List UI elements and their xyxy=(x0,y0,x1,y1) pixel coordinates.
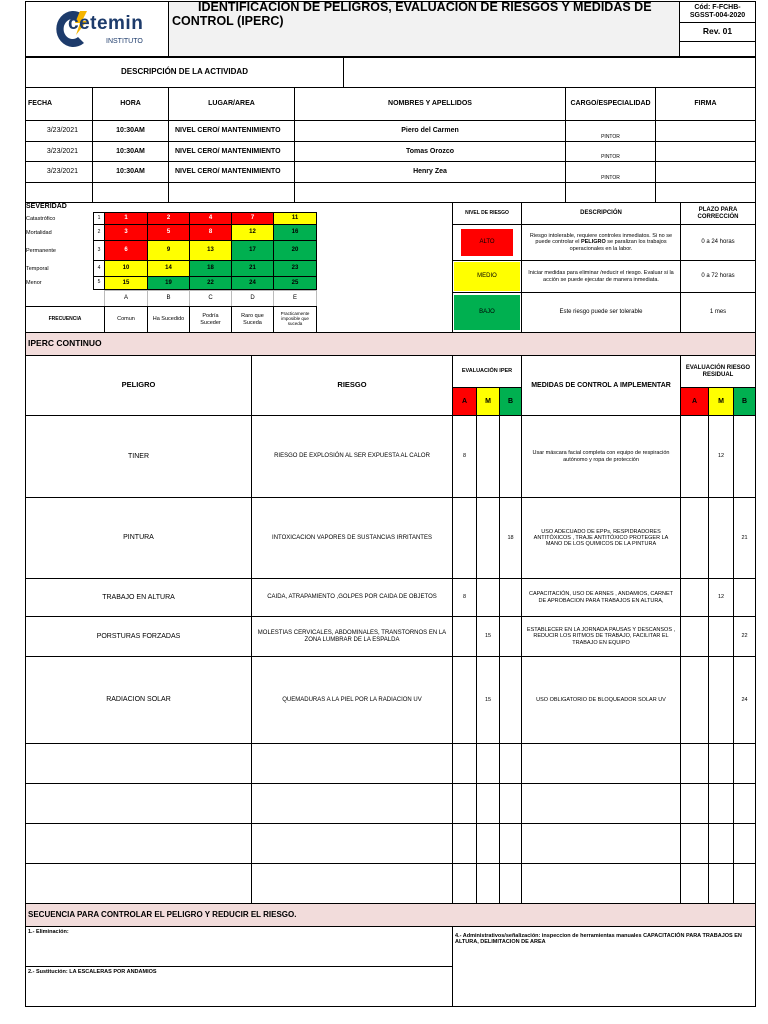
table-row-cargo: PINTOR xyxy=(565,161,656,183)
iperc-empty-cell xyxy=(499,743,522,784)
iperc-cell-medidas: Usar máscara facial completa con equipo de respiración autónomo y ropa de protección xyxy=(521,415,681,498)
severity-name: Temporal xyxy=(26,265,49,272)
matrix-cell: 23 xyxy=(273,260,317,277)
logo-brand: cetemin xyxy=(68,13,144,34)
iperc-cell-a: 8 xyxy=(452,415,477,498)
riesgo-header: RIESGO xyxy=(251,355,453,416)
peligro-header: PELIGRO xyxy=(25,355,252,416)
risk-level-medio: MEDIO xyxy=(454,262,520,291)
iperc-cell-rm xyxy=(708,497,734,579)
iperc-empty-cell xyxy=(680,743,709,784)
matrix-cell: 2 xyxy=(147,212,190,225)
iperc-empty-cell xyxy=(708,783,734,824)
iperc-cell-ra xyxy=(680,656,709,744)
table-row-lugar: NIVEL CERO/ MANTENIMIENTO xyxy=(168,141,295,162)
activity-value xyxy=(343,57,756,88)
iperc-cell-peligro: TRABAJO EN ALTURA xyxy=(25,578,252,617)
table-row-nombre: Piero del Carmen xyxy=(294,120,566,142)
sequence-title: SECUENCIA PARA CONTROLAR EL PELIGRO Y REDUCIR EL RIESGO. xyxy=(25,903,756,927)
iperc-empty-cell xyxy=(521,783,681,824)
table-row-firma xyxy=(655,161,756,183)
iperc-empty-cell xyxy=(680,823,709,864)
iperc-cell-rm xyxy=(708,656,734,744)
iperc-cell-ra xyxy=(680,578,709,617)
risk-description-header: DESCRIPCIÓN xyxy=(521,202,681,225)
iperc-cell-a xyxy=(452,497,477,579)
table-row-empty xyxy=(655,182,756,203)
table-row-lugar: NIVEL CERO/ MANTENIMIENTO xyxy=(168,120,295,142)
risk-level-alto-row xyxy=(452,224,522,261)
risk-level-header: NIVEL DE RIESGO xyxy=(452,202,522,225)
document-code: Cód: F-FCHB-SGSST-004-2020 xyxy=(679,1,756,23)
iperc-empty-cell xyxy=(251,863,453,904)
eval-iper-header: EVALUACIÓN IPER xyxy=(452,355,522,388)
logo-subtitle: INSTITUTO xyxy=(106,38,143,45)
matrix-cell: 8 xyxy=(189,224,232,241)
iperc-cell-peligro: RADIACION SOLAR xyxy=(25,656,252,744)
document-header-blank xyxy=(679,41,756,57)
iperc-cell-m xyxy=(476,415,500,498)
risk-description-alto: Riesgo intolerable, requiere controles inmediatos. Si no se puede controlar el PELIGRO se paralizan los trabajos operacionales en la labor. xyxy=(521,224,681,261)
iperc-cell-rm: 12 xyxy=(708,415,734,498)
matrix-cell: 14 xyxy=(147,260,190,277)
iperc-cell-rb: 22 xyxy=(733,616,756,657)
sequence-sustitucion: 2.- Sustitución: LA ESCALERAS POR ANDAMIOS xyxy=(25,966,453,1007)
frequency-letter: A xyxy=(104,290,148,307)
severity-name: Permanente xyxy=(26,247,56,254)
col-header-lugar: LUGAR/AREA xyxy=(168,87,295,121)
iperc-cell-m xyxy=(476,578,500,617)
col-header-cargo: CARGO/ESPECIALIDAD xyxy=(565,87,656,121)
iperc-cell-rm xyxy=(708,616,734,657)
iperc-empty-cell xyxy=(521,743,681,784)
matrix-cell: 5 xyxy=(147,224,190,241)
matrix-cell: 3 xyxy=(104,224,148,241)
correction-term-bajo: 1 mes xyxy=(680,292,756,333)
residual-b-header: B xyxy=(733,387,756,416)
iperc-empty-cell xyxy=(452,783,477,824)
iperc-cell-medidas: ESTABLECER EN LA JORNADA PAUSAS Y DESCANSOS , REDUCIR LOS RITMOS DE TRABAJO, FACILITAR EL TRABAJO EN EQUIPO xyxy=(521,616,681,657)
iperc-cell-rb xyxy=(733,415,756,498)
eval-b-header: B xyxy=(499,387,522,416)
iperc-empty-cell xyxy=(708,823,734,864)
iperc-empty-cell xyxy=(708,863,734,904)
document-title-box xyxy=(168,1,680,57)
iperc-empty-cell xyxy=(499,783,522,824)
table-row-nombre: Tomas Orozco xyxy=(294,141,566,162)
iperc-cell-b xyxy=(499,578,522,617)
iperc-cell-medidas: CAPACITACIÓN, USO DE ARNES , ANDAMIOS, CARNET DE APROBACION PARA TRABAJOS EN ALTURA, xyxy=(521,578,681,617)
col-header-firma: FIRMA xyxy=(655,87,756,121)
iperc-cell-ra xyxy=(680,415,709,498)
table-row-cargo: PINTOR xyxy=(565,120,656,142)
iperc-cell-ra xyxy=(680,616,709,657)
iperc-empty-cell xyxy=(680,783,709,824)
iperc-cell-rm: 12 xyxy=(708,578,734,617)
iperc-cell-riesgo: RIESGO DE EXPLOSIÓN AL SER EXPUESTA AL CALOR xyxy=(251,415,453,498)
iperc-empty-cell xyxy=(25,743,252,784)
matrix-cell: 19 xyxy=(147,276,190,290)
risk-description-medio: Iniciar medidas para eliminar /reducir el riesgo. Evaluar si la acción se puede ejecutar de manera inmediata. xyxy=(521,260,681,293)
iperc-empty-cell xyxy=(251,783,453,824)
matrix-cell: 13 xyxy=(189,240,232,261)
iperc-cell-a xyxy=(452,616,477,657)
frequency-letter: E xyxy=(273,290,317,307)
correction-term-medio: 0 a 72 horas xyxy=(680,260,756,293)
iperc-cell-b: 18 xyxy=(499,497,522,579)
table-row-firma xyxy=(655,141,756,162)
iperc-cell-b xyxy=(499,415,522,498)
matrix-cell: 11 xyxy=(273,212,317,225)
frequency-letter: B xyxy=(147,290,190,307)
risk-level-alto: ALTO xyxy=(461,229,513,256)
iperc-cell-riesgo: INTOXICACION VAPORES DE SUSTANCIAS IRRITANTES xyxy=(251,497,453,579)
table-row-empty xyxy=(565,182,656,203)
risk-level-medio-row xyxy=(452,260,522,293)
table-row-empty xyxy=(168,182,295,203)
iperc-empty-cell xyxy=(733,783,756,824)
table-row-hora: 10:30AM xyxy=(92,120,169,142)
severity-name: Mortalidad xyxy=(26,229,52,236)
matrix-cell: 7 xyxy=(231,212,274,225)
table-row-fecha: 3/23/2021 xyxy=(25,161,93,183)
iperc-cell-rb xyxy=(733,578,756,617)
document-revision: Rev. 01 xyxy=(679,22,756,42)
col-header-nombres: NOMBRES Y APELLIDOS xyxy=(294,87,566,121)
eval-m-header: M xyxy=(476,387,500,416)
table-row-empty xyxy=(92,182,169,203)
frequency-label: FRECUENCIA xyxy=(25,306,105,333)
table-row-fecha: 3/23/2021 xyxy=(25,141,93,162)
iperc-cell-peligro: TINER xyxy=(25,415,252,498)
severity-level: 3 xyxy=(93,240,105,261)
correction-term-alto: 0 a 24 horas xyxy=(680,224,756,261)
residual-a-header: A xyxy=(680,387,709,416)
table-row-hora: 10:30AM xyxy=(92,161,169,183)
iperc-cell-riesgo: MOLESTIAS CERVICALES, ABDOMINALES, TRANSTORNOS EN LA ZONA LUMBRAR DE LA ESPALDA xyxy=(251,616,453,657)
eval-a-header: A xyxy=(452,387,477,416)
iperc-empty-cell xyxy=(25,863,252,904)
matrix-cell: 15 xyxy=(104,276,148,290)
table-row-empty xyxy=(294,182,566,203)
matrix-cell: 22 xyxy=(189,276,232,290)
severity-level: 5 xyxy=(93,276,105,290)
iperc-empty-cell xyxy=(452,863,477,904)
table-row-firma xyxy=(655,120,756,142)
matrix-cell: 21 xyxy=(231,260,274,277)
matrix-cell: 24 xyxy=(231,276,274,290)
iperc-cell-riesgo: CAIDA, ATRAPAMIENTO ,GOLPES POR CAIDA DE OBJETOS xyxy=(251,578,453,617)
iperc-empty-cell xyxy=(499,863,522,904)
matrix-cell: 20 xyxy=(273,240,317,261)
table-row-empty xyxy=(25,182,93,203)
iperc-empty-cell xyxy=(452,823,477,864)
residual-header: EVALUACIÓN RIESGO RESIDUAL xyxy=(680,355,756,388)
iperc-cell-b xyxy=(499,616,522,657)
matrix-cell: 17 xyxy=(231,240,274,261)
iperc-cell-riesgo: QUEMADURAS A LA PIEL POR LA RADIACION UV xyxy=(251,656,453,744)
iperc-cell-a: 8 xyxy=(452,578,477,617)
table-row-nombre: Henry Zea xyxy=(294,161,566,183)
table-row-lugar: NIVEL CERO/ MANTENIMIENTO xyxy=(168,161,295,183)
matrix-cell: 6 xyxy=(104,240,148,261)
iperc-cell-rb: 21 xyxy=(733,497,756,579)
iperc-empty-cell xyxy=(476,783,500,824)
iperc-empty-cell xyxy=(708,743,734,784)
frequency-letter: C xyxy=(189,290,232,307)
frequency-name: Comun xyxy=(104,306,148,333)
iperc-cell-medidas: USO OBLIGATORIO DE BLOQUEADOR SOLAR UV xyxy=(521,656,681,744)
sequence-administrativos: 4.- Administrativos/señalización: inspeccion de herramientas manuales CAPACITACIÓN PARA TRABAJOS EN ALTURA, DELIMITACION DE AREA xyxy=(452,926,756,1007)
iperc-cell-a xyxy=(452,656,477,744)
matrix-cell: 1 xyxy=(104,212,148,225)
iperc-section-title: IPERC CONTINUO xyxy=(25,332,756,356)
matrix-cell: 12 xyxy=(231,224,274,241)
severity-name: Catastrófico xyxy=(26,215,56,222)
frequency-name: Practicamente imposible que suceda xyxy=(273,306,317,333)
risk-description-bajo: Este riesgo puede ser tolerable xyxy=(521,292,681,333)
risk-level-bajo: BAJO xyxy=(454,295,520,330)
severity-level: 4 xyxy=(93,260,105,277)
frequency-name: Podría Suceder xyxy=(189,306,232,333)
iperc-cell-b xyxy=(499,656,522,744)
iperc-empty-cell xyxy=(499,823,522,864)
iperc-empty-cell xyxy=(251,823,453,864)
severity-level: 1 xyxy=(93,212,105,225)
activity-label: DESCRIPCIÓN DE LA ACTIVIDAD xyxy=(25,57,344,88)
risk-level-bajo-row xyxy=(452,292,522,333)
iperc-empty-cell xyxy=(680,863,709,904)
matrix-cell: 16 xyxy=(273,224,317,241)
matrix-cell: 9 xyxy=(147,240,190,261)
iperc-cell-ra xyxy=(680,497,709,579)
iperc-cell-m xyxy=(476,497,500,579)
iperc-empty-cell xyxy=(476,743,500,784)
table-row-fecha: 3/23/2021 xyxy=(25,120,93,142)
residual-m-header: M xyxy=(708,387,734,416)
sequence-eliminacion: 1.- Eliminación: xyxy=(25,926,453,967)
frequency-name: Ha Sucedido xyxy=(147,306,190,333)
matrix-cell: 10 xyxy=(104,260,148,277)
iperc-cell-rb: 24 xyxy=(733,656,756,744)
table-row-hora: 10:30AM xyxy=(92,141,169,162)
iperc-empty-cell xyxy=(25,783,252,824)
iperc-empty-cell xyxy=(733,863,756,904)
iperc-cell-peligro: PINTURA xyxy=(25,497,252,579)
medidas-header: MEDIDAS DE CONTROL A IMPLEMENTAR xyxy=(521,355,681,416)
col-header-fecha: FECHA xyxy=(25,87,93,121)
iperc-empty-cell xyxy=(25,823,252,864)
correction-term-header: PLAZO PARA CORRECCIÓN xyxy=(680,202,756,225)
table-row-cargo: PINTOR xyxy=(565,141,656,162)
document-title: IDENTIFICACION DE PELIGROS, EVALUACION DE RIESGOS Y MEDIDAS DE CONTROL (IPERC) xyxy=(172,1,652,28)
iperc-empty-cell xyxy=(521,863,681,904)
frequency-letter: D xyxy=(231,290,274,307)
iperc-cell-medidas: USO ADECUADO DE EPPs, RESPIDRADORES ANTITÓXICOS , TRAJE ANTITÓXICO PROTEGER LA MANO DE LOS QUIMICOS DE LA PINTURA xyxy=(521,497,681,579)
matrix-cell: 18 xyxy=(189,260,232,277)
iperc-empty-cell xyxy=(251,743,453,784)
iperc-empty-cell xyxy=(521,823,681,864)
severity-level: 2 xyxy=(93,224,105,241)
logo-box xyxy=(25,1,169,57)
severity-name: Menor xyxy=(26,280,42,286)
iperc-cell-m: 15 xyxy=(476,656,500,744)
iperc-empty-cell xyxy=(476,863,500,904)
frequency-name: Raro que Suceda xyxy=(231,306,274,333)
iperc-cell-m: 15 xyxy=(476,616,500,657)
matrix-cell: 25 xyxy=(273,276,317,290)
iperc-cell-peligro: PORSTURAS FORZADAS xyxy=(25,616,252,657)
iperc-empty-cell xyxy=(452,743,477,784)
iperc-empty-cell xyxy=(733,823,756,864)
matrix-cell: 4 xyxy=(189,212,232,225)
iperc-empty-cell xyxy=(476,823,500,864)
severity-label: SEVERIDAD xyxy=(26,203,67,210)
iperc-empty-cell xyxy=(733,743,756,784)
col-header-hora: HORA xyxy=(92,87,169,121)
